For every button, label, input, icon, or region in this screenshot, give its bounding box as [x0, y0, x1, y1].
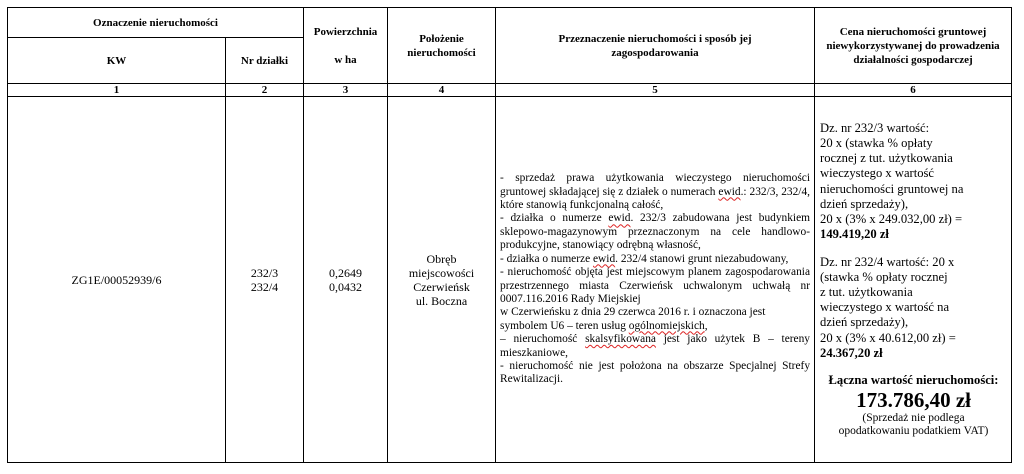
vat-note-line-2: opodatkowaniu podatkiem VAT)	[838, 425, 989, 438]
column-number-1: 1	[8, 84, 226, 97]
header-oznaczenie: Oznaczenie nieruchomości	[8, 8, 304, 38]
przeznaczenie-item: - nieruchomość objęta jest miejscowym planem zagospodarowania przestrzennego miasta Czerwieńsk uchwalonym uchwałą nr 0007.116.2016 Rady Miejskiej	[500, 266, 811, 305]
cena-d1-line: nieruchomości gruntowej na	[820, 181, 964, 196]
przeznaczenie-item: - działka o numerze ewid. 232/4 stanowi grunt niezabudowany,	[500, 252, 789, 265]
header-nr-dzialki: Nr działki	[226, 38, 304, 84]
cell-dzialki	[226, 97, 304, 463]
header-przeznaczenie	[496, 8, 815, 84]
header-przeznaczenie-label: Przeznaczenie nieruchomości i sposób jej zagospodarowania	[558, 32, 752, 59]
cell-powierzchnia	[304, 97, 388, 463]
cena-d1-line: Dz. nr 232/3 wartość:	[820, 120, 930, 135]
column-number-5: 5	[496, 84, 815, 97]
polozenie-line-2: miejscowości	[408, 265, 475, 280]
header-cena	[815, 8, 1012, 84]
cena-d2-line: 20 x (3% x 40.612,00 zł) =	[820, 330, 956, 345]
cena-d2-value: 24.367,20 zł	[820, 345, 883, 360]
powierzchnia-2: 0,0432	[329, 279, 363, 294]
polozenie-line-4: ul. Boczna	[415, 293, 468, 308]
cell-polozenie	[388, 97, 496, 463]
cena-d1-line: rocznej z tut. użytkowania	[820, 151, 953, 166]
przeznaczenie-item: - działka o numerze ewid. 232/3 zabudowana jest budynkiem sklepowo-magazynowym przeznaczonym na cele handlowo-produkcyjne, stanowiący odrębną własność,	[500, 212, 811, 252]
header-polozenie	[388, 8, 496, 84]
header-w-ha: w ha	[334, 53, 357, 66]
column-number-2: 2	[226, 84, 304, 97]
total-label: Łączna wartość nieruchomości:	[828, 372, 999, 387]
column-number-3: 3	[304, 84, 388, 97]
przeznaczenie-item: – nieruchomość skalsyfikowana jest jako użytek B – tereny mieszkaniowe,	[500, 333, 811, 359]
przeznaczenie-item: - sprzedaż prawa użytkowania wieczystego nieruchomości gruntowej składającej się z działek o numerach ewid.: 232/3, 232/4, które stanowią funkcjonalną całość,	[500, 172, 811, 212]
vat-note-line-1: (Sprzedaż nie podlega	[862, 412, 965, 425]
cena-d1-line: dzień sprzedaży),	[820, 196, 909, 211]
dzialka-1: 232/3	[250, 265, 279, 280]
cena-d2-line: (stawka % opłaty rocznej	[820, 269, 948, 284]
cell-kw: ZG1E/00052939/6	[8, 97, 226, 463]
cell-przeznaczenie	[496, 97, 815, 463]
cell-cena	[815, 97, 1012, 463]
polozenie-line-1: Obręb	[426, 251, 457, 266]
cena-d2-line: wieczystego x wartość na	[820, 300, 950, 315]
header-powierzchnia	[304, 8, 388, 84]
cena-d2-line: dzień sprzedaży),	[820, 315, 909, 330]
header-kw: KW	[8, 38, 226, 84]
header-polozenie-label: Położenie nieruchomości	[407, 32, 476, 59]
cena-d1-line: 20 x (stawka % opłaty	[820, 136, 933, 151]
column-number-6: 6	[815, 84, 1012, 97]
polozenie-line-3: Czerwieńsk	[413, 279, 470, 294]
przeznaczenie-item: w Czerwieńsku z dnia 29 czerwca 2016 r. i oznaczona jest symbolem U6 – teren usług ogólnomiejskich,	[500, 306, 766, 332]
cena-d2-line: z tut. użytkowania	[820, 284, 913, 299]
cena-d2-line: Dz. nr 232/4 wartość: 20 x	[820, 254, 955, 269]
cena-d1-value: 149.419,20 zł	[820, 227, 889, 242]
header-powierzchnia-label: Powierzchnia	[313, 25, 378, 38]
total-value: 173.786,40 zł	[856, 388, 971, 413]
cena-d1-line: 20 x (3% x 249.032,00 zł) =	[820, 212, 963, 227]
property-table	[7, 7, 1012, 463]
cena-d1-line: wieczystego x wartość	[820, 166, 935, 181]
przeznaczenie-item: - nieruchomość nie jest położona na obszarze Specjalnej Strefy Rewitalizacji.	[500, 359, 811, 386]
header-cena-label: Cena nieruchomości gruntowej niewykorzystywanej do prowadzenia działalności gospodarczej	[826, 25, 1000, 66]
column-number-4: 4	[388, 84, 496, 97]
dzialka-2: 232/4	[250, 279, 279, 294]
powierzchnia-1: 0,2649	[329, 265, 363, 280]
